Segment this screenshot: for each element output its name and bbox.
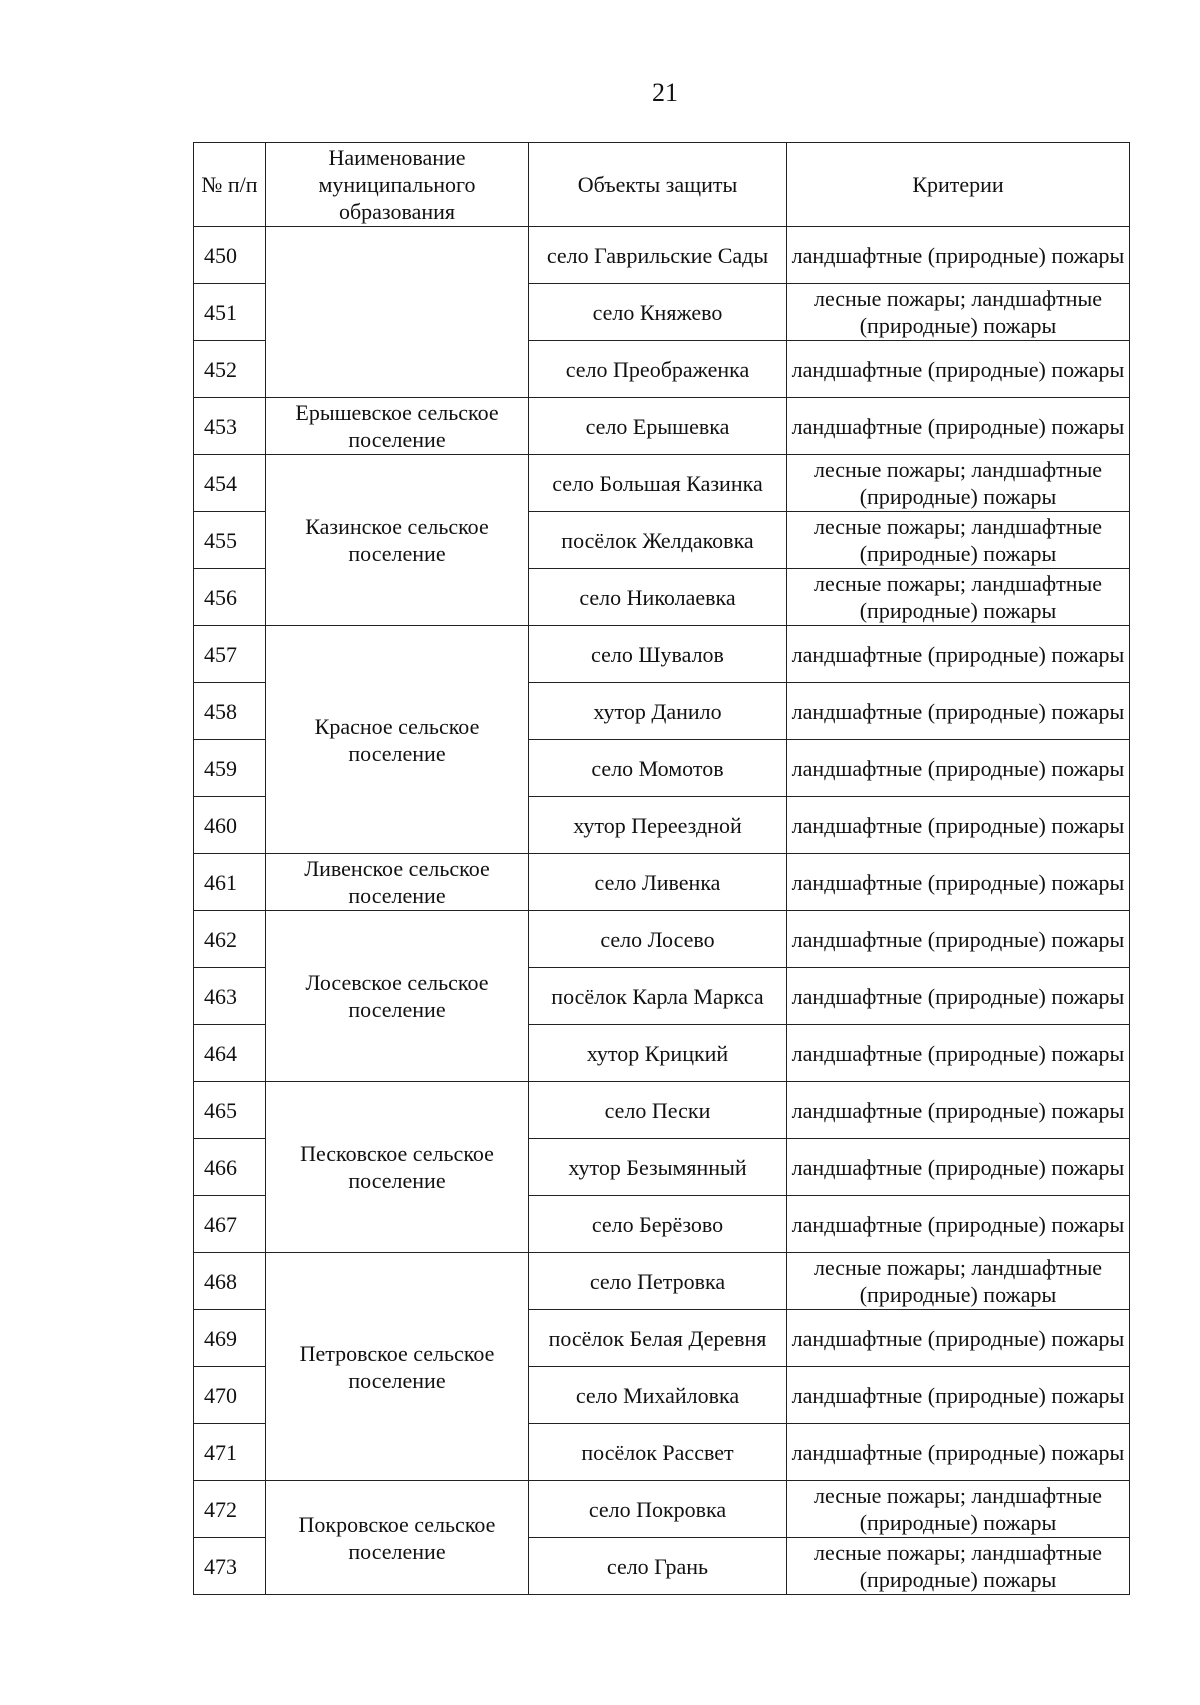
row-number: 459 bbox=[194, 740, 266, 797]
object-cell: хутор Безымянный bbox=[529, 1139, 787, 1196]
object-cell: село Лосево bbox=[529, 911, 787, 968]
criteria-cell: ландшафтные (природные) пожары bbox=[787, 740, 1130, 797]
row-number: 453 bbox=[194, 398, 266, 455]
protection-objects-table bbox=[193, 142, 1130, 1595]
object-cell: хутор Переездной bbox=[529, 797, 787, 854]
object-cell: село Гаврильские Сады bbox=[529, 227, 787, 284]
row-number: 455 bbox=[194, 512, 266, 569]
object-cell: село Берёзово bbox=[529, 1196, 787, 1253]
criteria-cell: ландшафтные (природные) пожары bbox=[787, 1196, 1130, 1253]
row-number: 450 bbox=[194, 227, 266, 284]
criteria-cell: ландшафтные (природные) пожары bbox=[787, 1025, 1130, 1082]
row-number: 460 bbox=[194, 797, 266, 854]
table-row bbox=[194, 854, 1130, 911]
object-cell: село Пески bbox=[529, 1082, 787, 1139]
object-cell: посёлок Карла Маркса bbox=[529, 968, 787, 1025]
object-cell: село Ерышевка bbox=[529, 398, 787, 455]
table-row bbox=[194, 1253, 1130, 1310]
object-cell: хутор Крицкий bbox=[529, 1025, 787, 1082]
object-cell: село Ливенка bbox=[529, 854, 787, 911]
object-cell: посёлок Желдаковка bbox=[529, 512, 787, 569]
header-criteria: Критерии bbox=[787, 143, 1130, 227]
row-number: 466 bbox=[194, 1139, 266, 1196]
row-number: 469 bbox=[194, 1310, 266, 1367]
criteria-cell: лесные пожары; ландшафтные (природные) пожары bbox=[787, 284, 1130, 341]
criteria-cell: ландшафтные (природные) пожары bbox=[787, 227, 1130, 284]
object-cell: село Покровка bbox=[529, 1481, 787, 1538]
header-municipality: Наименование муниципального образования bbox=[266, 143, 529, 227]
municipality-cell bbox=[266, 227, 529, 398]
municipality-cell: Красное сельское поселение bbox=[266, 626, 529, 854]
row-number: 451 bbox=[194, 284, 266, 341]
municipality-cell: Ливенское сельское поселение bbox=[266, 854, 529, 911]
row-number: 464 bbox=[194, 1025, 266, 1082]
object-cell: село Грань bbox=[529, 1538, 787, 1595]
table-row bbox=[194, 626, 1130, 683]
criteria-cell: ландшафтные (природные) пожары bbox=[787, 398, 1130, 455]
criteria-cell: ландшафтные (природные) пожары bbox=[787, 968, 1130, 1025]
object-cell: село Момотов bbox=[529, 740, 787, 797]
row-number: 465 bbox=[194, 1082, 266, 1139]
page-number: 21 bbox=[652, 78, 678, 107]
criteria-cell: ландшафтные (природные) пожары bbox=[787, 1367, 1130, 1424]
object-cell: село Большая Казинка bbox=[529, 455, 787, 512]
row-number: 463 bbox=[194, 968, 266, 1025]
table-header-row bbox=[194, 143, 1130, 227]
criteria-cell: лесные пожары; ландшафтные (природные) пожары bbox=[787, 455, 1130, 512]
object-cell: село Михайловка bbox=[529, 1367, 787, 1424]
row-number: 456 bbox=[194, 569, 266, 626]
row-number: 467 bbox=[194, 1196, 266, 1253]
criteria-cell: лесные пожары; ландшафтные (природные) пожары bbox=[787, 512, 1130, 569]
row-number: 462 bbox=[194, 911, 266, 968]
criteria-cell: ландшафтные (природные) пожары bbox=[787, 911, 1130, 968]
object-cell: село Николаевка bbox=[529, 569, 787, 626]
object-cell: посёлок Белая Деревня bbox=[529, 1310, 787, 1367]
row-number: 468 bbox=[194, 1253, 266, 1310]
header-num: № п/п bbox=[194, 143, 266, 227]
municipality-cell: Ерышевское сельское поселение bbox=[266, 398, 529, 455]
object-cell: село Преображенка bbox=[529, 341, 787, 398]
table-row bbox=[194, 1481, 1130, 1538]
row-number: 454 bbox=[194, 455, 266, 512]
criteria-cell: лесные пожары; ландшафтные (природные) пожары bbox=[787, 1481, 1130, 1538]
table-row bbox=[194, 398, 1130, 455]
municipality-cell: Казинское сельское поселение bbox=[266, 455, 529, 626]
object-cell: село Петровка bbox=[529, 1253, 787, 1310]
row-number: 457 bbox=[194, 626, 266, 683]
row-number: 472 bbox=[194, 1481, 266, 1538]
municipality-cell: Песковское сельское поселение bbox=[266, 1082, 529, 1253]
criteria-cell: ландшафтные (природные) пожары bbox=[787, 854, 1130, 911]
table-row bbox=[194, 455, 1130, 512]
table-row bbox=[194, 227, 1130, 284]
criteria-cell: ландшафтные (природные) пожары bbox=[787, 683, 1130, 740]
row-number: 470 bbox=[194, 1367, 266, 1424]
municipality-cell: Покровское сельское поселение bbox=[266, 1481, 529, 1595]
row-number: 452 bbox=[194, 341, 266, 398]
criteria-cell: лесные пожары; ландшафтные (природные) пожары bbox=[787, 1538, 1130, 1595]
object-cell: село Шувалов bbox=[529, 626, 787, 683]
row-number: 473 bbox=[194, 1538, 266, 1595]
table-row bbox=[194, 1082, 1130, 1139]
header-objects: Объекты защиты bbox=[529, 143, 787, 227]
criteria-cell: ландшафтные (природные) пожары bbox=[787, 1139, 1130, 1196]
row-number: 461 bbox=[194, 854, 266, 911]
table-row bbox=[194, 911, 1130, 968]
object-cell: хутор Данило bbox=[529, 683, 787, 740]
row-number: 458 bbox=[194, 683, 266, 740]
criteria-cell: ландшафтные (природные) пожары bbox=[787, 1424, 1130, 1481]
criteria-cell: ландшафтные (природные) пожары bbox=[787, 626, 1130, 683]
object-cell: село Княжево bbox=[529, 284, 787, 341]
criteria-cell: ландшафтные (природные) пожары bbox=[787, 1082, 1130, 1139]
municipality-cell: Петровское сельское поселение bbox=[266, 1253, 529, 1481]
row-number: 471 bbox=[194, 1424, 266, 1481]
criteria-cell: ландшафтные (природные) пожары bbox=[787, 341, 1130, 398]
criteria-cell: лесные пожары; ландшафтные (природные) пожары bbox=[787, 569, 1130, 626]
criteria-cell: лесные пожары; ландшафтные (природные) пожары bbox=[787, 1253, 1130, 1310]
criteria-cell: ландшафтные (природные) пожары bbox=[787, 1310, 1130, 1367]
object-cell: посёлок Рассвет bbox=[529, 1424, 787, 1481]
criteria-cell: ландшафтные (природные) пожары bbox=[787, 797, 1130, 854]
municipality-cell: Лосевское сельское поселение bbox=[266, 911, 529, 1082]
